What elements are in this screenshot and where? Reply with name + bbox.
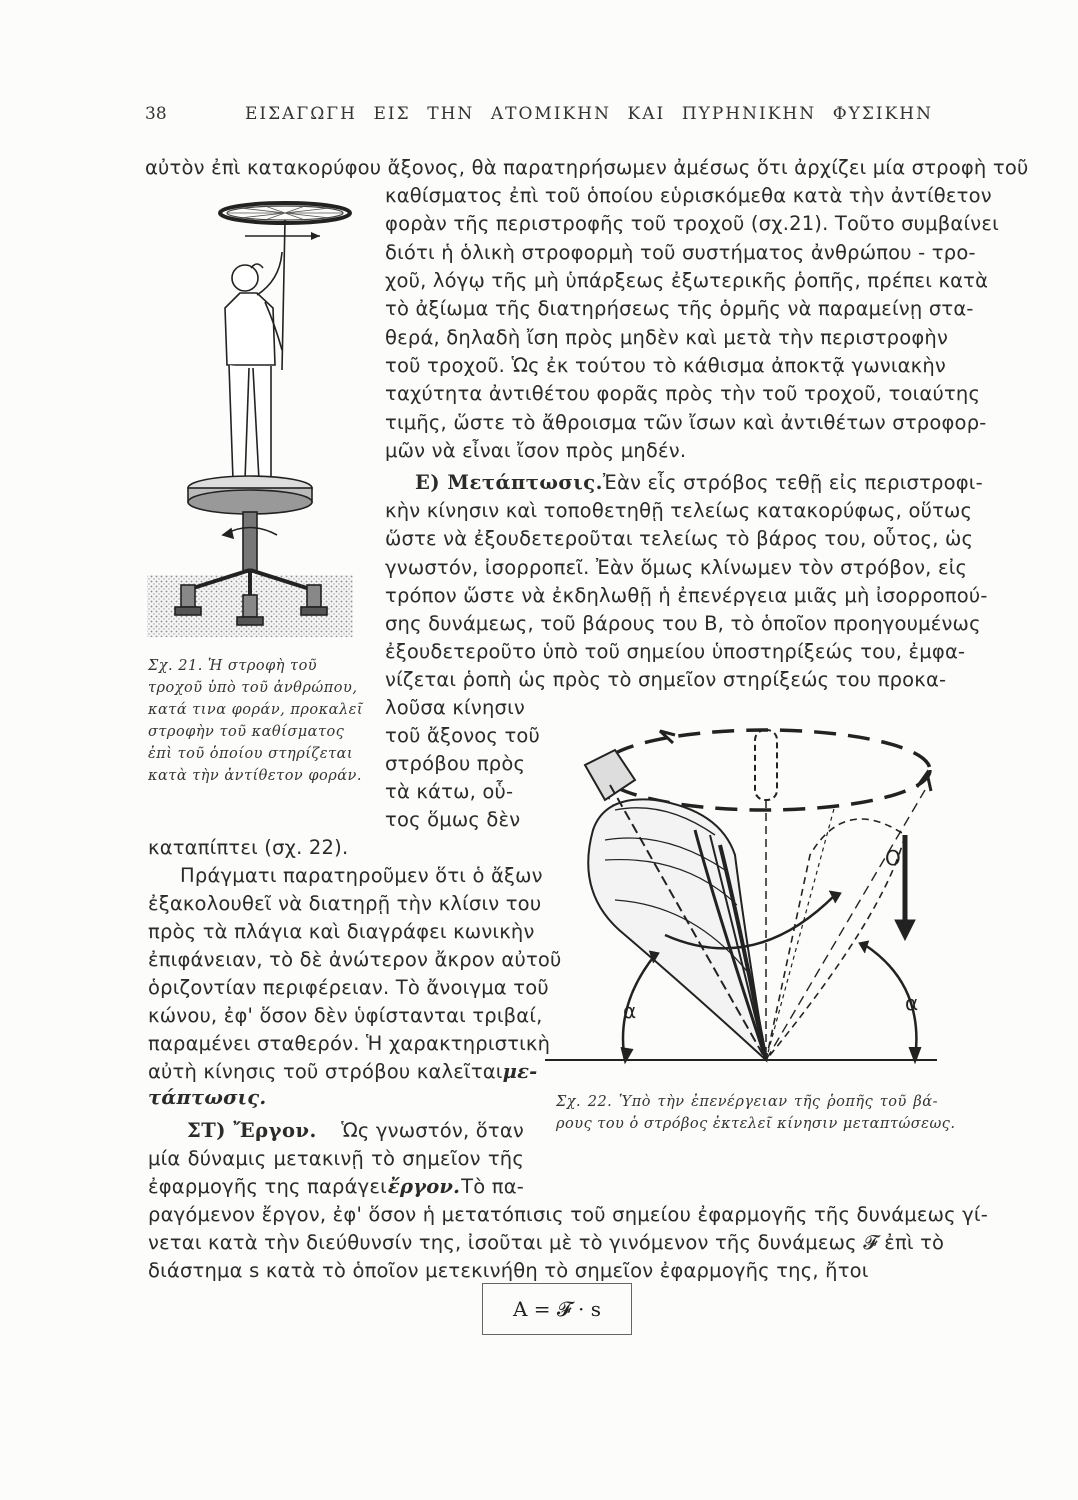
caption-line: ρους του ὁ στρόβος ἐκτελεῖ κίνησιν μεταπτώσεως. <box>556 1116 956 1132</box>
caption-line: στροφὴν τοῦ καθίσματος <box>148 724 345 740</box>
text-line: σης δυνάμεως, τοῦ βάρους του Β, τὸ ὁποῖον προηγουμένως <box>385 612 981 635</box>
caption-line: τροχοῦ ὑπὸ τοῦ ἀνθρώπου, <box>148 680 358 696</box>
formula-text: A = 𝓕 · s <box>512 1297 601 1321</box>
figure-22-illustration <box>545 705 940 1075</box>
term-precession-a: με- <box>502 1060 538 1083</box>
text-line: παραμένει σταθερόν. Ἡ χαρακτηριστικὴ <box>148 1032 551 1055</box>
text-line: καταπίπτει (σχ. 22). <box>148 836 349 859</box>
text-line: νίζεται ῥοπὴ ὡς πρὸς τὸ σημεῖον στηρίξεώς του προκα- <box>385 668 947 691</box>
text-line: ἐξουδετεροῦτο ὑπὸ τοῦ σημείου ὑποστηρίξεώς του, ἐμφα- <box>385 640 966 663</box>
formula-work <box>482 1283 632 1335</box>
text-line: γνωστόν, ἰσορροπεῖ. Ἐὰν ὅμως κλίνωμεν τὸν στρόβον, εἰς <box>385 556 968 579</box>
text-line: λοῦσα κίνησιν <box>385 696 525 719</box>
caption-line: ἐπὶ τοῦ ὁποίου στηρίζεται <box>148 746 354 762</box>
text-line <box>148 1059 538 1085</box>
label-o: Ο <box>885 846 901 870</box>
text-line: πρὸς τὰ πλάγια καὶ διαγράφει κωνικὴν <box>148 920 535 943</box>
text-line: τὸ ἀξίωμα τῆς διατηρήσεως τῆς ὁρμῆς νὰ παραμείνῃ στα- <box>385 297 974 320</box>
text-line: κώνου, ἐφ' ὅσον δὲν ὑφίστανται τριβαί, <box>148 1004 543 1027</box>
text-line: μῶν νὰ εἶναι ἴσον πρὸς μηδέν. <box>385 439 687 462</box>
text-line <box>415 470 983 496</box>
text-line: τοῦ τροχοῦ. Ὡς ἐκ τούτου τὸ κάθισμα ἀποκτᾷ γωνιακὴν <box>385 354 947 377</box>
precession-circle <box>600 730 930 810</box>
text-line: καθίσματος ἐπὶ τοῦ ὁποίου εὑρισκόμεθα κατὰ τὴν ἀντίθετον <box>385 184 992 207</box>
text-line: τιμῆς, ὥστε τὸ ἄθροισμα τῶν ἴσων καὶ ἀντιθέτων στροφορ- <box>385 411 987 434</box>
section-heading-work: ΣΤ) Ἔργον. <box>187 1119 317 1142</box>
text-line: ἐπιφάνειαν, τὸ δὲ ἀνώτερον ἄκρον αὐτοῦ <box>148 948 562 971</box>
text-fragment: ἐφαρμογῆς της παράγει <box>148 1175 387 1198</box>
text-line: διάστημα s κατὰ τὸ ὁποῖον μετεκινήθη τὸ σημεῖον ἐφαρμογῆς της, ἤτοι <box>148 1259 869 1282</box>
text-line: ἐξακολουθεῖ νὰ διατηρῇ τὴν κλίσιν του <box>148 892 542 915</box>
text-line: φορὰν τῆς περιστροφῆς τοῦ τροχοῦ (σχ.21). Τοῦτο συμβαίνει <box>385 212 999 235</box>
text-line: χοῦ, λόγῳ τῆς μὴ ὑπάρξεως ἐξωτερικῆς ῥοπῆς, πρέπει κατὰ <box>385 269 989 292</box>
text-line: διότι ἡ ὁλικὴ στροφορμὴ τοῦ συστήματος ἀνθρώπου - τρο- <box>385 241 976 264</box>
label-alpha-right: α <box>905 991 919 1015</box>
page-title: ΕΙΣΑΓΩΓΗ ΕΙΣ ΤΗΝ ΑΤΟΜΙΚΗΝ ΚΑΙ ΠΥΡΗΝΙΚΗΝ ΦΥΣΙΚΗΝ <box>245 104 933 124</box>
text-line <box>148 1174 524 1200</box>
term-work: ἔργον. <box>387 1175 461 1198</box>
text-line: αὐτὸν ἐπὶ κατακορύφου ἄξονος, θὰ παρατηρήσωμεν ἀμέσως ὅτι ἀρχίζει μία στροφὴ τοῦ <box>145 156 1029 179</box>
text-line <box>148 1085 266 1111</box>
text-line: θερά, δηλαδὴ ἴση πρὸς μηδὲν καὶ μετὰ τὴν περιστροφὴν <box>385 326 949 349</box>
text-line: νεται κατὰ τὴν διεύθυνσίν της, ἰσοῦται μὲ τὸ γινόμενον τῆς δυνάμεως 𝓕 ἐπὶ τὸ <box>148 1231 945 1254</box>
caption-line: κατὰ τὴν ἀντίθετον φοράν. <box>148 768 362 784</box>
vertical-axis <box>755 730 777 800</box>
label-alpha-left: α <box>623 999 637 1023</box>
caption-line: Σχ. 21. Ἡ στροφὴ τοῦ <box>148 658 318 674</box>
text-line: ὥστε νὰ ἐξουδετεροῦται τελείως τὸ βάρος του, οὗτος, ὡς <box>385 527 974 550</box>
text-line: ραγόμενον ἔργον, ἐφ' ὅσον ἡ μετατόπισις τοῦ σημείου ἐφαρμογῆς τῆς δυνάμεως γί- <box>148 1203 988 1226</box>
page-number: 38 <box>145 104 167 124</box>
text-line: κὴν κίνησιν καὶ τοποθετηθῇ τελείως κατακορύφως, οὕτως <box>385 499 973 522</box>
text-fragment: Ὡς γνωστόν, ὅταν <box>341 1119 524 1142</box>
caption-line: Σχ. 22. Ὑπὸ τὴν ἐπενέργειαν τῆς ῥοπῆς τοῦ βά- <box>556 1094 938 1110</box>
text-line: τὰ κάτω, οὗ- <box>385 780 514 803</box>
text-line: στρόβου πρὸς <box>385 752 526 775</box>
section-heading-precession: Ε) Μετάπτωσις. <box>415 471 603 494</box>
figure-21-illustration <box>145 190 355 645</box>
caption-line: κατά τινα φοράν, προκαλεῖ <box>148 702 364 718</box>
text-line: Πράγματι παρατηροῦμεν ὅτι ὁ ἄξων <box>180 864 543 887</box>
text-line: μία δύναμις μετακινῇ τὸ σημεῖον τῆς <box>148 1147 524 1170</box>
spinning-top <box>585 750 766 1060</box>
man-drawing <box>225 220 285 488</box>
text-fragment: Ἐὰν εἷς στρόβος τεθῇ εἰς περιστροφι- <box>602 471 983 494</box>
text-line: ὁριζοντίαν περιφέρειαν. Τὸ ἄνοιγμα τοῦ <box>148 976 549 999</box>
text-line <box>187 1118 524 1144</box>
term-precession-b: τάπτωσις. <box>148 1086 267 1109</box>
text-line: τοῦ ἄξονος τοῦ <box>385 724 541 747</box>
text-fragment: αὐτὴ κίνησις τοῦ στρόβου καλεῖται <box>148 1060 503 1083</box>
text-line: τρόπον ὥστε νὰ ἐκδηλωθῇ ἡ ἐπενέργεια μιᾶς μὴ ἰσορροπού- <box>385 584 988 607</box>
text-line: ταχύτητα ἀντιθέτου φορᾶς πρὸς τὴν τοῦ τροχοῦ, τοιαύτης <box>385 382 981 405</box>
text-line: τος ὅμως δὲν <box>385 808 521 831</box>
text-fragment: Τὸ πα- <box>461 1175 524 1198</box>
